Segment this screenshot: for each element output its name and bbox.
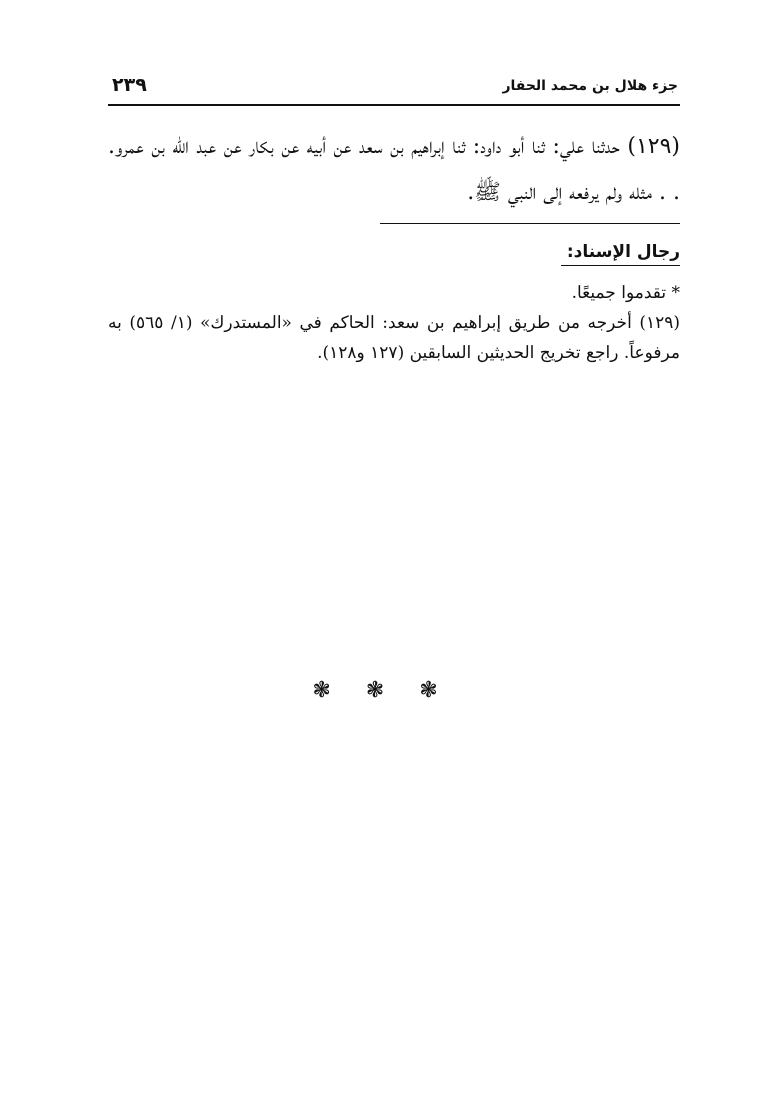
section-heading: رجال الإسناد: [561,242,680,266]
hadith-text: (١٢٩) حدثنا علي: ثنا أبو داود: ثنا إبراهيم بن سعد عن أبيه عن بكار عن عبد الله بن عمرو. . . مثله ولم يرفعه إلى النبي ﷺ. [108,134,680,205]
footnote-separator [380,223,680,224]
footnote: (١٢٩) أخرجه من طريق إبراهيم بن سعد: الحاكم في «المستدرك» (١/ ٥٦٥) به مرفوعاً. راجع تخريج الحديثين السابقين (١٢٧ و١٢٨). [108,313,680,363]
page-header [108,68,680,106]
notes-block [108,278,680,368]
ornament-divider: ❃ ❃ ❃ [312,678,452,703]
narrators-note: * تقدموا جميعًا. [571,283,680,303]
page-number: ٢٣٩ [112,74,147,96]
running-title: جزء هلال بن محمد الحفار [502,78,678,94]
